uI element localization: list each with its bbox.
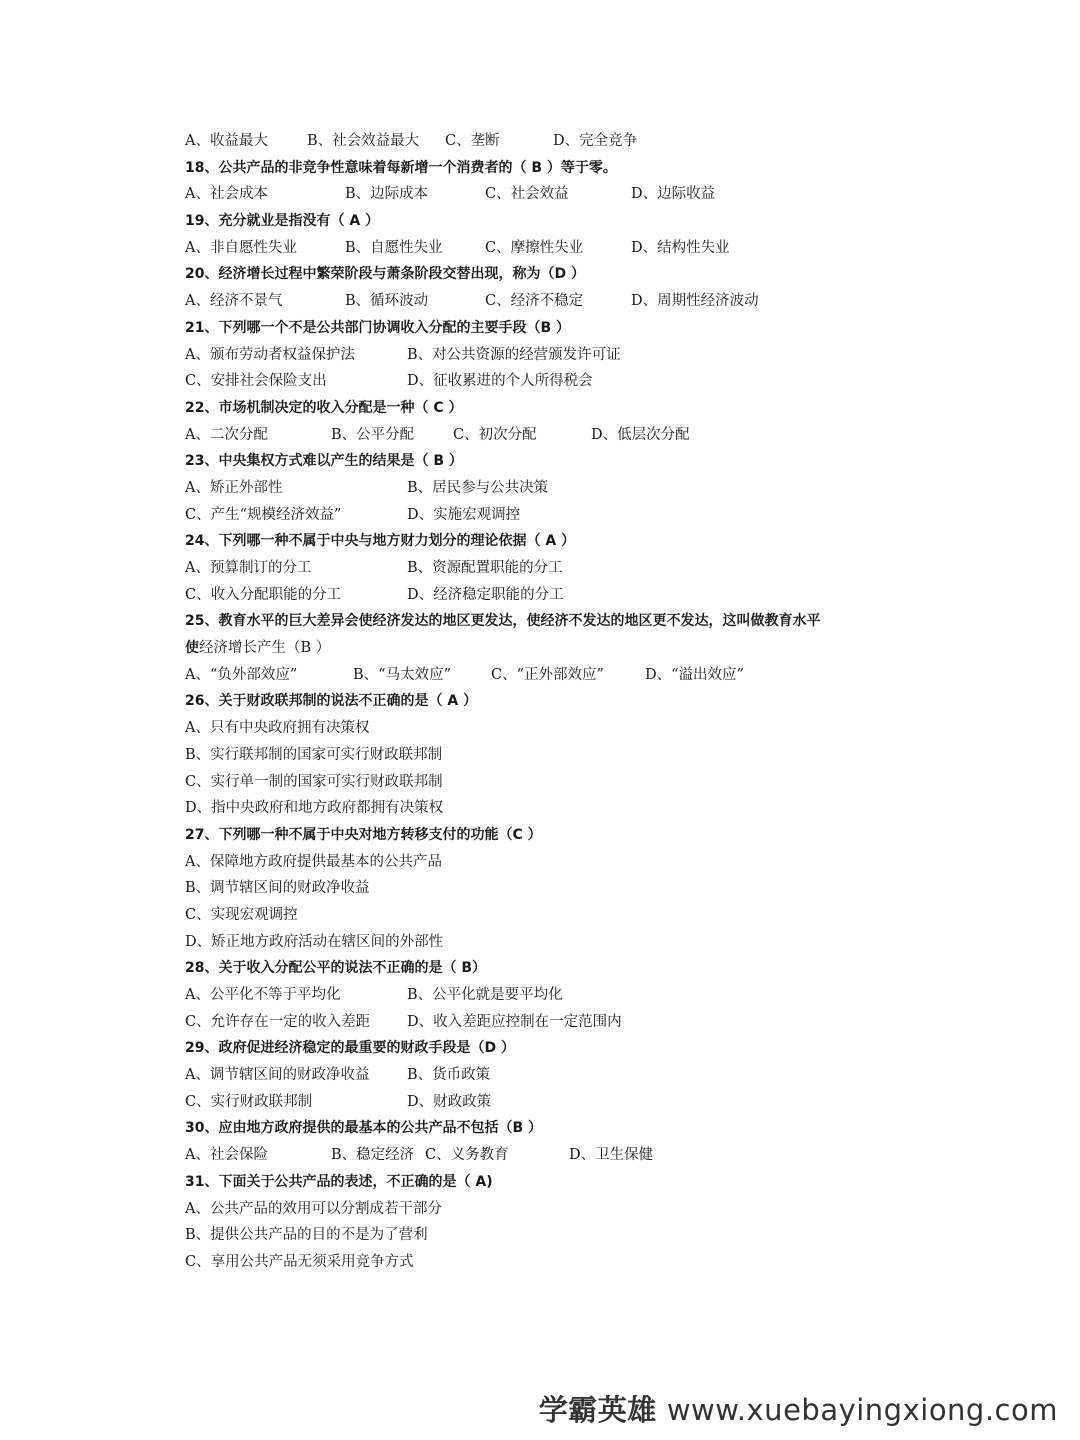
option-text: B、社会效益最大 bbox=[307, 133, 420, 149]
option-text: C、产生“规模经济效益” bbox=[185, 506, 342, 523]
option-text: B、货币政策 bbox=[407, 1067, 491, 1084]
option-text: A、非自愿性失业 bbox=[185, 239, 297, 256]
question-text: 28、关于收入分配公平的说法不正确的是（ B） bbox=[185, 960, 487, 977]
options-row bbox=[185, 288, 905, 315]
options-row bbox=[185, 555, 905, 582]
question-line bbox=[185, 315, 905, 342]
options-row bbox=[185, 1142, 905, 1169]
question-line bbox=[185, 1169, 905, 1196]
question-line bbox=[185, 395, 905, 422]
options-row bbox=[185, 582, 905, 609]
option-line bbox=[185, 1196, 905, 1223]
question-text: 25、教育水平的巨大差异会使经济发达的地区更发达，使经济不发达的地区更不发达，这叫做教育水平 bbox=[185, 613, 821, 630]
question-text-bold: 使 bbox=[185, 640, 199, 657]
option-line bbox=[185, 769, 905, 796]
option-text: D、结构性失业 bbox=[631, 239, 730, 256]
watermark-url: www.xuebayingxiong.com bbox=[666, 1393, 1058, 1427]
option-text: B、公平化就是要平均化 bbox=[407, 987, 563, 1003]
option-text: C、实行单一制的国家可实行财政联邦制 bbox=[185, 773, 443, 790]
question-text: 27、下列哪一种不属于中央对地方转移支付的功能（C ） bbox=[185, 826, 542, 843]
option-line bbox=[185, 929, 905, 956]
option-text: D、完全竞争 bbox=[553, 133, 638, 149]
question-line bbox=[185, 635, 905, 662]
option-text: D、低层次分配 bbox=[591, 426, 690, 443]
option-text: C、安排社会保险支出 bbox=[185, 373, 327, 390]
question-line bbox=[185, 261, 905, 288]
question-line bbox=[185, 528, 905, 555]
option-text: D、财政政策 bbox=[407, 1093, 492, 1110]
question-text: 26、关于财政联邦制的说法不正确的是（ A ） bbox=[185, 693, 478, 710]
options-row bbox=[185, 235, 905, 262]
option-text: D、指中央政府和地方政府都拥有决策权 bbox=[185, 800, 444, 817]
option-text: C、实行财政联邦制 bbox=[185, 1093, 313, 1110]
options-row bbox=[185, 1089, 905, 1116]
option-text: C、允许存在一定的收入差距 bbox=[185, 1013, 371, 1030]
option-text: C、初次分配 bbox=[453, 426, 537, 443]
question-text: 23、中央集权方式难以产生的结果是（ B ） bbox=[185, 453, 463, 470]
question-text: 22、市场机制决定的收入分配是一种（ C ） bbox=[185, 399, 463, 416]
option-text: B、提供公共产品的目的不是为了营利 bbox=[185, 1227, 428, 1244]
option-text: A、颁布劳动者权益保护法 bbox=[185, 346, 355, 363]
options-row bbox=[185, 422, 905, 449]
question-line bbox=[185, 448, 905, 475]
question-line bbox=[185, 822, 905, 849]
option-text: D、经济稳定职能的分工 bbox=[407, 586, 564, 603]
option-text: C、享用公共产品无须采用竞争方式 bbox=[185, 1253, 414, 1270]
option-text: D、征收累进的个人所得税会 bbox=[407, 373, 593, 390]
option-text: C、经济不稳定 bbox=[485, 293, 584, 310]
option-text: A、二次分配 bbox=[185, 426, 268, 443]
option-text: B、自愿性失业 bbox=[345, 239, 443, 256]
option-text: A、调节辖区间的财政净收益 bbox=[185, 1067, 370, 1084]
question-text: 18、公共产品的非竞争性意味着每新增一个消费者的（ B ）等于零。 bbox=[185, 159, 617, 176]
option-line bbox=[185, 795, 905, 822]
option-text: D、收入差距应控制在一定范围内 bbox=[407, 1013, 622, 1030]
question-line bbox=[185, 1115, 905, 1142]
option-text: D、周期性经济波动 bbox=[631, 293, 759, 310]
question-text: 29、政府促进经济稳定的最重要的财政手段是（D ） bbox=[185, 1040, 515, 1057]
option-line bbox=[185, 849, 905, 876]
question-line bbox=[185, 155, 905, 182]
option-line bbox=[185, 1249, 905, 1276]
option-line bbox=[185, 715, 905, 742]
option-text: B、边际成本 bbox=[345, 186, 429, 203]
option-text: A、经济不景气 bbox=[185, 293, 283, 310]
option-text: D、矫正地方政府活动在辖区间的外部性 bbox=[185, 933, 444, 950]
option-text: A、只有中央政府拥有决策权 bbox=[185, 720, 370, 737]
options-row bbox=[185, 1009, 905, 1036]
question-text: 24、下列哪一种不属于中央与地方财力划分的理论依据（ A ） bbox=[185, 533, 576, 550]
option-text: B、资源配置职能的分工 bbox=[407, 560, 563, 576]
option-text: C、“正外部效应” bbox=[491, 666, 604, 683]
options-row bbox=[185, 475, 905, 502]
option-text: D、卫生保健 bbox=[569, 1147, 654, 1164]
option-text: B、“马太效应” bbox=[353, 666, 451, 683]
option-text: A、保障地方政府提供最基本的公共产品 bbox=[185, 853, 442, 870]
option-text: A、公平化不等于平均化 bbox=[185, 987, 341, 1003]
options-row bbox=[185, 128, 905, 155]
question-line bbox=[185, 608, 905, 635]
question-line bbox=[185, 955, 905, 982]
option-text: A、社会成本 bbox=[185, 186, 268, 203]
option-text: C、摩擦性失业 bbox=[485, 239, 584, 256]
options-row bbox=[185, 1062, 905, 1089]
option-text: C、垄断 bbox=[445, 133, 500, 149]
option-text: B、公平分配 bbox=[331, 426, 415, 443]
question-text: 经济增长产生（B ） bbox=[199, 640, 331, 657]
option-text: B、调节辖区间的财政净收益 bbox=[185, 880, 370, 897]
option-line bbox=[185, 1222, 905, 1249]
options-row bbox=[185, 662, 905, 689]
option-text: C、义务教育 bbox=[425, 1147, 509, 1164]
option-text: A、“负外部效应” bbox=[185, 666, 298, 683]
option-text: C、收入分配职能的分工 bbox=[185, 586, 342, 603]
options-row bbox=[185, 982, 905, 1009]
option-text: C、实现宏观调控 bbox=[185, 906, 298, 923]
question-line bbox=[185, 688, 905, 715]
question-text: 30、应由地方政府提供的最基本的公共产品不包括（B ） bbox=[185, 1120, 543, 1137]
option-text: A、收益最大 bbox=[185, 133, 268, 149]
option-text: A、公共产品的效用可以分割成若干部分 bbox=[185, 1200, 442, 1217]
option-text: A、矫正外部性 bbox=[185, 479, 283, 496]
option-text: B、实行联邦制的国家可实行财政联邦制 bbox=[185, 746, 443, 763]
watermark bbox=[539, 1388, 1058, 1429]
option-text: B、居民参与公共决策 bbox=[407, 479, 549, 496]
options-row bbox=[185, 368, 905, 395]
question-text: 19、充分就业是指没有（ A ） bbox=[185, 213, 380, 230]
option-text: B、循环波动 bbox=[345, 293, 429, 310]
question-line bbox=[185, 1035, 905, 1062]
option-line bbox=[185, 875, 905, 902]
options-row bbox=[185, 181, 905, 208]
option-text: D、“溢出效应” bbox=[645, 666, 744, 683]
option-text: B、对公共资源的经营颁发许可证 bbox=[407, 346, 621, 363]
question-text: 20、经济增长过程中繁荣阶段与萧条阶段交替出现，称为（D ） bbox=[185, 266, 585, 283]
question-line bbox=[185, 208, 905, 235]
option-text: C、社会效益 bbox=[485, 186, 569, 203]
question-text: 21、下列哪一个不是公共部门协调收入分配的主要手段（B ） bbox=[185, 319, 571, 336]
document-page bbox=[185, 128, 905, 1276]
option-line bbox=[185, 902, 905, 929]
option-line bbox=[185, 742, 905, 769]
option-text: D、实施宏观调控 bbox=[407, 506, 521, 523]
question-text: 31、下面关于公共产品的表述，不正确的是（ A) bbox=[185, 1173, 493, 1190]
option-text: D、边际收益 bbox=[631, 186, 716, 203]
watermark-brand: 学霸英雄 bbox=[538, 1393, 657, 1427]
option-text: B、稳定经济 bbox=[331, 1147, 415, 1164]
options-row bbox=[185, 342, 905, 369]
option-text: A、社会保险 bbox=[185, 1147, 268, 1164]
options-row bbox=[185, 502, 905, 529]
option-text: A、预算制订的分工 bbox=[185, 560, 312, 576]
